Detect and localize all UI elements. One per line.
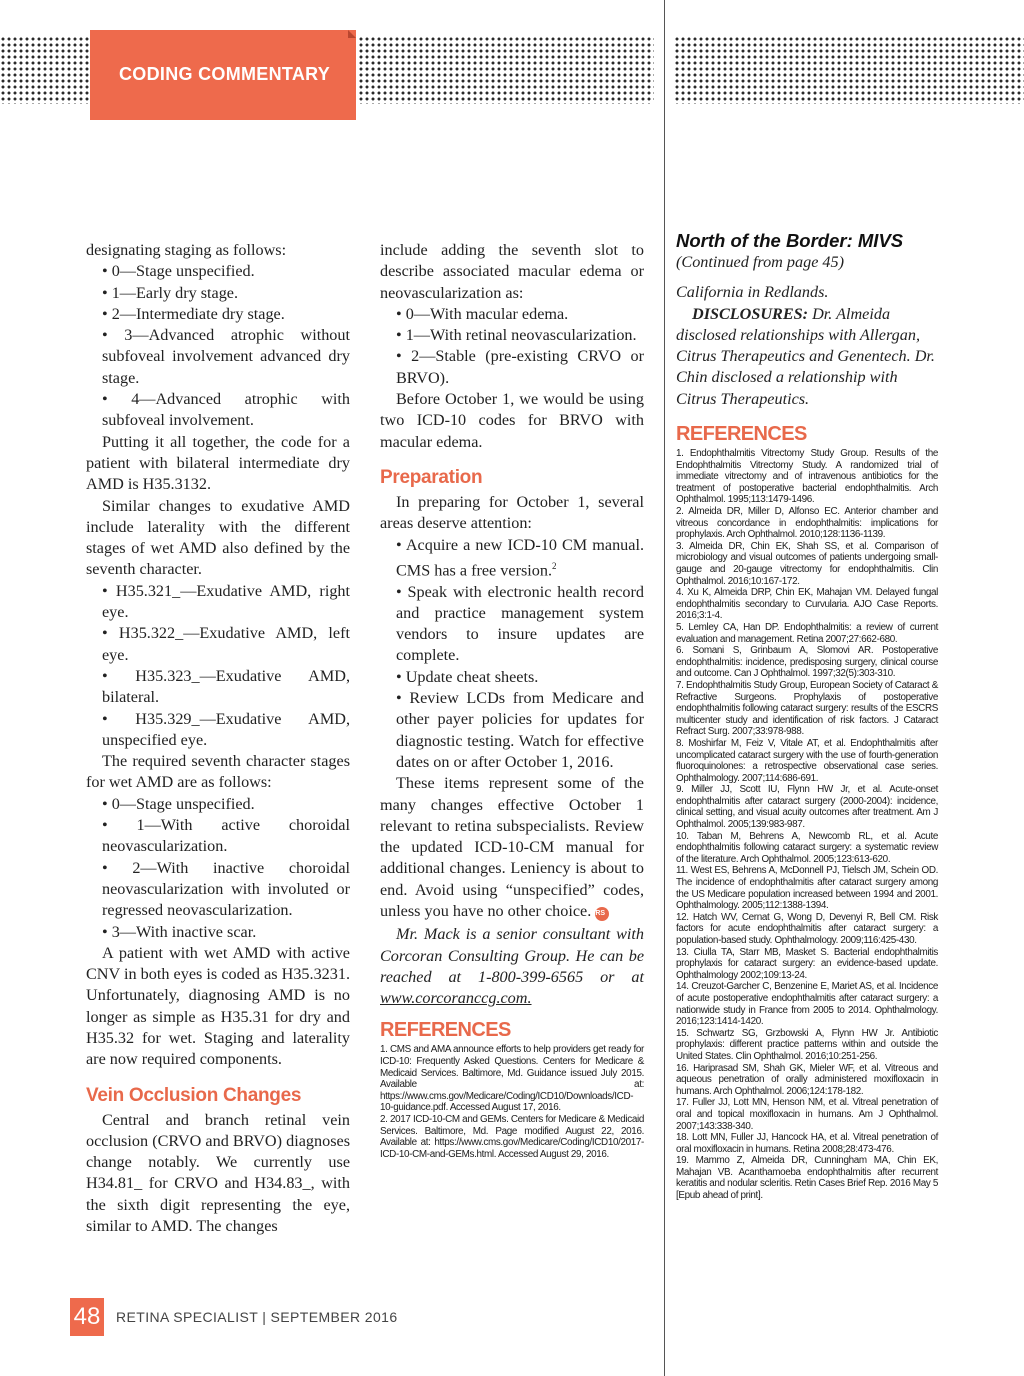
continued-text: California in Redlands. [676,283,829,302]
publication-footer: RETINA SPECIALIST | SEPTEMBER 2016 [116,1309,398,1325]
article-column-2 [380,240,644,1160]
reference-item: 1. Endophthalmitis Vitrectomy Study Group. Results of the Endophthalmitis Vitrectomy Study. A randomized trial of immediate vitrectomy and of intravenous antibiotics for the treatment of postoperative bacterial endophthalmitis. Arch Ophthalmol. 1995;113:1479-1496. [676,448,938,506]
author-website-link[interactable]: www.corcoranccg.com. [380,989,532,1008]
body-paragraph: Putting it all together, the code for a patient with bilateral intermediate dry AMD is H35.3132. [86,432,350,494]
header-dot-pattern-middle [358,36,654,104]
reference-item: 10. Taban M, Behrens A, Newcomb RL, et al. Acute endophthalmitis following cataract surgery: a systematic review of the literature. Arch Ophthalmol. 2005;123:613-620. [676,830,938,865]
bullet-item: • 0—Stage unspecified. [102,794,255,813]
reference-item: 13. Ciulla TA, Starr MB, Masket S. Bacterial endophthalmitis prophylaxis for cataract surgery: an evidence-based update. Ophthalmology 2002;109:13-24. [676,946,938,981]
section-title: CODING COMMENTARY [119,64,331,84]
reference-item: 4. Xu K, Almeida DRP, Chin EK, Mahajan VM. Delayed fungal endophthalmitis secondary to Curvularia. AJO Case Reports. 2016;3:1-4. [676,587,938,622]
bullet-item: • H35.323_—Exudative AMD, bilateral. [102,666,350,707]
reference-item: 7. Endophthalmitis Study Group, European Society of Cataract & Refractive Surgeons. Prophylaxis of postoperative endophthalmitis following cataract surgery: results of the ESCRS multicenter study and identification of risk factors. J Cataract Refract Surg. 2007;33:978-988. [676,679,938,738]
continued-note: (Continued from page 45) [676,253,845,271]
reference-item: 16. Hariprasad SM, Shah GK, Mieler WF, et al. Vitreous and aqueous penetration of orally administered moxifloxacin in humans. Arch Ophthalmol. 2006;124:178-182. [676,1062,938,1097]
bullet-item: • Speak with electronic health record and practice management system vendors to insure updates are complete. [396,582,644,665]
references-heading: REFERENCES [676,423,807,446]
sidebar-column [676,230,938,1202]
reference-item: 11. West ES, Behrens A, McDonnell PJ, Tielsch JM, Schein OD. The incidence of endophthalmitis after cataract surgery among the US Medicare population increased between 1994 and 2001. Ophthalmology. 2005;112:1388-1394. [676,865,938,912]
bullet-item: • Update cheat sheets. [396,667,539,686]
reference-item: 1. CMS and AMA announce efforts to help providers get ready for ICD-10: Frequently Asked Questions. Centers for Medicare & Medicaid Services. Baltimore, Md. Guidance issued July 2015. Available at: https://www.cms.gov/Medicare/Coding/ICD10/Downloads/ICD-10-guidance.pdf. Accessed August 17, 2016. [380,1044,644,1114]
bullet-item: • Review LCDs from Medicare and other payer policies for updates for diagnostic testing. Watch for effective dates on or after October 1, 2016. [396,689,644,771]
bullet-item: • H35.321_—Exudative AMD, right eye. [102,581,350,622]
reference-item: 2. 2017 ICD-10-CM and GEMs. Centers for Medicare & Medicaid Services. Baltimore, Md. Page modified August 22, 2016. Available at: https://www.cms.gov/Medicare/Coding/ICD10/2017-ICD-10-CM-and-GEMs.html. Accessed August 29, 2016. [380,1114,644,1160]
closing-text: These items represent some of the many changes effective October 1 relevant to retina subspecialists. Review the updated ICD-10-CM manual for additional changes. Leniency is about to end. Avoid using “unspecified” codes, unless you have no other choice. [380,774,644,920]
author-bio-text: Mr. Mack is a senior consultant with Corcoran Consulting Group. He can be reached at 1-800-399-6565 or at [380,925,644,986]
bullet-item: • 0—With macular edema. [396,304,569,323]
reference-item: 19. Mammo Z, Almeida DR, Cunningham MA, Chin EK, Mahajan VB. Acanthamoeba endophthalmitis after recurrent keratitis and nodular scleritis. Retin Cases Brief Rep. 2016 May 5 [Epub ahead of print]. [676,1155,938,1202]
bullet-item: • 1—With active choroidal neovascularization. [102,816,350,856]
reference-item: 2. Almeida DR, Miller D, Alfonso EC. Anterior chamber and vitreous concordance in endophthalmitis: implications for prophylaxis. Arch Ophthalmol. 2010;128:1136-1139. [676,506,938,541]
bullet-item: • 3—Advanced atrophic without subfoveal involvement advanced dry stage. [102,326,350,387]
reference-item: 6. Somani S, Grinbaum A, Slomovi AR. Postoperative endophthalmitis: incidence, predisposing surgery, clinical course and outcome. Can J Ophthalmol. 1997;32(5):303-310. [676,645,938,680]
body-paragraph: Before October 1, we would be using two ICD-10 codes for BRVO with macular edema. [380,390,644,451]
header-dot-pattern-right [674,36,1024,104]
body-paragraph: In preparing for October 1, several areas deserve attention: [380,492,644,533]
reference-item: 5. Lemley CA, Han DP. Endophthalmitis: a review of current evaluation and management. Retina 2007;27:662-680. [676,621,938,645]
body-text: include adding the seventh slot to describe associated macular edema or neovascularization as: [380,241,644,302]
body-paragraph: A patient with wet AMD with active CNV in both eyes is coded as H35.3231. Unfortunately, diagnosing AMD is no longer as simple as H35.31 for dry and H35.32 for wet. Staging and laterality are now required components. [86,943,350,1069]
column-divider [664,0,665,1376]
bullet-item: • H35.329_—Exudative AMD, unspecified eye. [102,709,350,749]
disclosures [676,304,938,410]
bullet-item: • 0—Stage unspecified. [102,262,255,281]
reference-item: 8. Moshirfar M, Feiz V, Vitale AT, et al. Endophthalmitis after uncomplicated cataract surgery with the use of fourth-generation fluoroquinolones: a retrospective observational case series. Ophthalmology. 2007;114:686-691. [676,737,938,784]
bullet-item: • 2—With inactive choroidal neovascularization with involuted or regressed neovascularization. [102,858,350,920]
subheading-vein-occlusion: Vein Occlusion Changes [86,1084,302,1106]
body-paragraph: Central and branch retinal vein occlusion (CRVO and BRVO) diagnoses change notably. We currently use H34.81_ for CRVO and H34.83_, with the sixth digit representing the eye, similar to AMD. The changes [86,1110,350,1236]
bullet-item: • 4—Advanced atrophic with subfoveal involvement. [102,390,350,430]
reference-item: 18. Lott MN, Fuller JJ, Hancock HA, et al. Vitreal penetration of oral moxifloxacin in humans. Retina 2008;28:473-476. [676,1132,938,1155]
reference-item: 9. Miller JJ, Scott IU, Flynn HW Jr, et al. Acute-onset endophthalmitis after cataract surgery (2000-2004): incidence, clinical setting, and visual acuity outcomes after treatment. Am J Ophthalmol. 2005;139:983-987. [676,784,938,831]
reference-list [676,448,938,1202]
bullet-item: • 3—With inactive scar. [102,922,257,941]
body-paragraph: The required seventh character stages for wet AMD are as follows: [86,752,350,792]
end-mark-icon: RS [595,907,609,921]
reference-item: 15. Schwartz SG, Grzbowski A, Flynn HW Jr. Antibiotic prophylaxis: different practice patterns within and outside the United States. Clin Ophthalmol. 2016;10:251-256. [676,1027,938,1062]
body-text: designating staging as follows: [86,241,287,259]
reference-item: 14. Creuzot-Garcher C, Benzenine E, Mariet AS, et al. Incidence of acute postoperative endophthalmitis after cataract surgery: a nationwide study in France from 2005 to 2014. Ophthalmology. 2016;123:1414-1420. [676,981,938,1028]
bullet-item: • H35.322_—Exudative AMD, left eye. [102,624,350,664]
page-number: 48 [73,1303,101,1330]
references-heading: REFERENCES [380,1019,511,1042]
subheading-preparation: Preparation [380,466,483,488]
bullet-item: • 2—Intermediate dry stage. [102,304,285,323]
header-dot-pattern-left [0,36,90,104]
reference-item: 12. Hatch WV, Cernat G, Wong D, Devenyi R, Bell CM. Risk factors for acute endophthalmitis after cataract surgery: a population-based study. Ophthalmology. 2009;116:425-430. [676,911,938,947]
reference-item: 3. Almeida DR, Chin EK, Shah SS, et al. Comparison of microbiology and visual outcomes of patients undergoing small-gauge and 20-gauge vitrectomy for endophthalmitis. Clin Ophthalmol. 2016;10:167-172. [676,540,938,587]
reference-item: 17. Fuller JJ, Lott MN, Henson NM, et al. Vitreal penetration of oral and topical moxifloxacin in humans. Am J Ophthalmol. 2007;143:338-340. [676,1097,938,1132]
disclosures-text: Dr. Almeida disclosed relationships with Allergan, Citrus Therapeutics and Genentech. Dr. Chin disclosed a relationship with Citrus Therapeutics. [676,304,935,408]
body-paragraph [380,773,644,922]
disclosures-label: DISCLOSURES: [692,304,809,323]
body-paragraph: Similar changes to exudative AMD include laterality with the different stages of wet AMD also defined by the seventh character. [86,496,350,579]
bullet-item [380,535,644,582]
footnote-mark: 2 [552,560,557,571]
continued-article-title: North of the Border: MIVS [676,230,904,251]
bullet-item: • 1—With retinal neovascularization. [396,326,637,345]
bullet-text: • Acquire a new ICD-10 CM manual. CMS has a free version. [396,535,644,580]
author-bio [380,924,644,1009]
banner-fold-icon [348,30,356,38]
bullet-item: • 1—Early dry stage. [102,283,239,302]
bullet-item: • 2—Stable (pre-existing CRVO or BRVO). [396,347,644,387]
article-column-1 [86,240,350,1237]
